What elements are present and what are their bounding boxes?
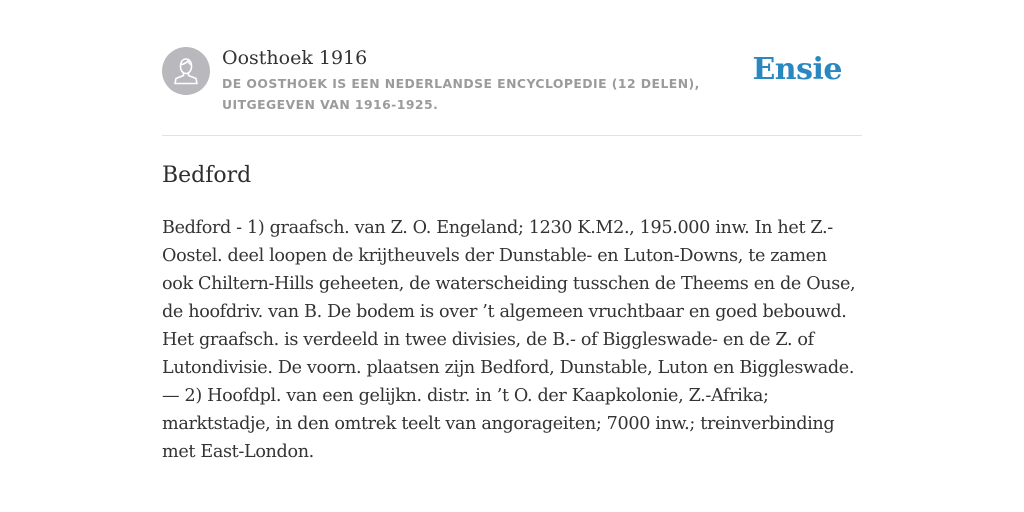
source-info	[222, 46, 767, 115]
entry-body: Bedford - 1) graafsch. van Z. O. Engeland; 1230 K.M2., 195.000 inw. In het Z.-Oostel. deel loopen de krijtheuvels der Dunstable- en Luton-Downs, te zamen ook Chiltern-Hills geheeten, de waterscheiding tusschen de Theems en de Ouse, de hoofdriv. van B. De bodem is over ’t algemeen vruchtbaar en goed bebouwd. Het graafsch. is verdeeld in twee divisies, de B.- of Biggleswade- en de Z. of Lutondivisie. De voorn. plaatsen zijn Bedford, Dunstable, Luton en Biggleswade. — 2) Hoofdpl. van een gelijkn. distr. in ’t O. der Kaapkolonie, Z.-Afrika; marktstadje, in den omtrek teelt van angorageiten; 7000 inw.; treinverbinding met East-London.	[162, 218, 856, 462]
entry-title: Bedford	[162, 163, 252, 188]
source-description: DE OOSTHOEK IS EEN NEDERLANDSE ENCYCLOPEDIE (12 DELEN), UITGEGEVEN VAN 1916-1925.	[222, 76, 700, 112]
user-icon	[162, 47, 210, 95]
source-header	[162, 40, 862, 136]
entry-card	[162, 40, 862, 466]
avatar[interactable]	[162, 47, 210, 95]
source-title[interactable]: Oosthoek 1916	[222, 47, 368, 69]
ensie-logo[interactable]: Ensie	[752, 52, 842, 87]
